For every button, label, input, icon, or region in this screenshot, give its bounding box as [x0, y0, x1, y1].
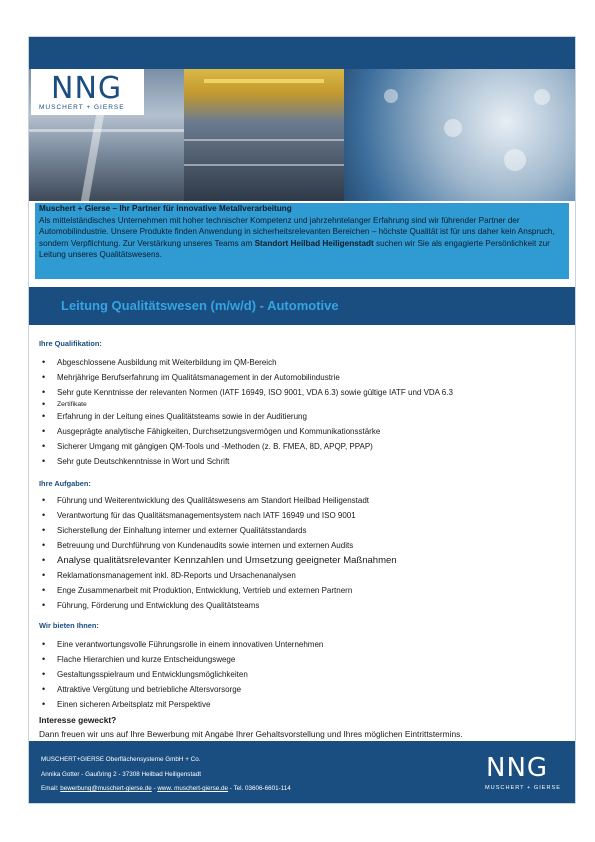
- list-item: • Enge Zusammenarbeit mit Produktion, Entwicklung, Vertrieb und externen Partnern: [39, 583, 397, 598]
- list-item: • Verantwortung für das Qualitätsmanagementsystem nach IATF 16949 und ISO 9001: [39, 508, 397, 523]
- list-item: • Sicherer Umgang mit gängigen QM-Tools und -Methoden (z. B. FMEA, 8D, APQP, PPAP): [39, 439, 453, 454]
- logo-subtitle: MUSCHERT + GIERSE: [39, 104, 125, 111]
- top-bar: [29, 37, 575, 69]
- title-bar: [29, 287, 575, 325]
- list-item: • Ausgeprägte analytische Fähigkeiten, Durchsetzungsvermögen und Kommunikationsstärke: [39, 424, 453, 439]
- intro-text: Als mittelständisches Unternehmen mit hoher technischer Kompetenz und jahrzehntelanger Erfahrung sind wir führender Partner der Automobilindustrie. Unsere Produkte finden Anwendung in sicherheitsrelevanten Bereichen – höchste Qualität ist für uns daher kein Anspruch, sondern Verpflichtung. Zur Verstärkung unseres Teams am Standort Heilbad Heiligenstadt suchen wir Sie als engagierte Persönlichkeit zur Leitung unseres Qualitätswesens.: [39, 215, 555, 259]
- list-item: • Analyse qualitätsrelevanter Kennzahlen und Umsetzung geeigneter Maßnahmen: [39, 553, 397, 568]
- tasks-heading: Ihre Aufgaben:: [39, 479, 91, 488]
- footer-company: MUSCHERT+GIERSE Oberflächensysteme GmbH + Co.: [41, 756, 201, 763]
- footer-contact: Email: bewerbung@muschert-gierse.de - www. muschert-gierse.de - Tel. 03606-6601-114: [41, 785, 291, 792]
- list-item: • Einen sicheren Arbeitsplatz mit Perspektive: [39, 697, 323, 712]
- qualification-list: [39, 355, 453, 469]
- logo-mark: NNG: [51, 71, 123, 106]
- intro-box: [35, 203, 569, 279]
- list-item: • Führung, Förderung und Entwicklung des Qualitätsteams: [39, 598, 397, 613]
- list-item: • Mehrjährige Berufserfahrung im Qualitätsmanagement in der Automobilindustrie: [39, 370, 453, 385]
- email-link[interactable]: bewerbung@muschert-gierse.de: [60, 785, 152, 792]
- list-item: • Betreuung und Durchführung von Kundenaudits sowie internen und externen Audits: [39, 538, 397, 553]
- offer-heading: Wir bieten Ihnen:: [39, 621, 99, 630]
- footer-address: Annika Gotter - Gaußring 2 - 37308 Heilbad Heiligenstadt: [41, 771, 201, 778]
- tasks-list: [39, 493, 397, 613]
- company-logo: [31, 69, 144, 115]
- footer: [29, 741, 575, 803]
- footer-phone: - Tel. 03606-6601-114: [229, 785, 291, 792]
- list-item: • Eine verantwortungsvolle Führungsrolle in einem innovativen Unternehmen: [39, 637, 323, 652]
- list-item-continuation: • Zertifikate: [39, 400, 453, 409]
- list-item: • Flache Hierarchien und kurze Entscheidungswege: [39, 652, 323, 667]
- footer-logo-mark: NNG: [486, 753, 549, 783]
- list-item: • Gestaltungsspielraum und Entwicklungsmöglichkeiten: [39, 667, 323, 682]
- qualification-heading: Ihre Qualifikation:: [39, 339, 102, 348]
- website-link[interactable]: www. muschert-gierse.de: [157, 785, 229, 792]
- intro-heading: Muschert + Gierse – Ihr Partner für innovative Metallverarbeitung: [39, 204, 292, 213]
- list-item: • Sicherstellung der Einhaltung interner und externer Qualitätsstandards: [39, 523, 397, 538]
- offer-list: [39, 637, 323, 712]
- hero-photos: [29, 69, 575, 201]
- list-item: • Abgeschlossene Ausbildung mit Weiterbildung im QM-Bereich: [39, 355, 453, 370]
- factory-photo-middle: [184, 69, 344, 201]
- list-item: • Sehr gute Kenntnisse der relevanten Normen (IATF 16949, ISO 9001, VDA 6.3) sowie gültige IATF und VDA 6.3: [39, 385, 453, 400]
- metal-parts-photo: [344, 69, 575, 201]
- interest-heading: Interesse geweckt?: [39, 715, 117, 725]
- interest-text: Dann freuen wir uns auf Ihre Bewerbung mit Angabe Ihrer Gehaltsvorstellung und Ihres möglichen Eintrittstermins.: [39, 729, 463, 739]
- list-item: • Erfahrung in der Leitung eines Qualitätsteams sowie in der Auditierung: [39, 409, 453, 424]
- job-ad-page: [28, 36, 576, 804]
- list-item: • Führung und Weiterentwicklung des Qualitätswesens am Standort Heilbad Heiligenstadt: [39, 493, 397, 508]
- list-item: • Attraktive Vergütung und betriebliche Altersvorsorge: [39, 682, 323, 697]
- list-item: • Reklamationsmanagement inkl. 8D-Reports und Ursachenanalysen: [39, 568, 397, 583]
- footer-logo: [479, 753, 561, 797]
- footer-logo-subtitle: MUSCHERT + GIERSE: [485, 785, 562, 791]
- list-item: • Sehr gute Deutschkenntnisse in Wort und Schrift: [39, 454, 453, 469]
- job-title: Leitung Qualitätswesen (m/w/d) - Automotive: [61, 298, 339, 313]
